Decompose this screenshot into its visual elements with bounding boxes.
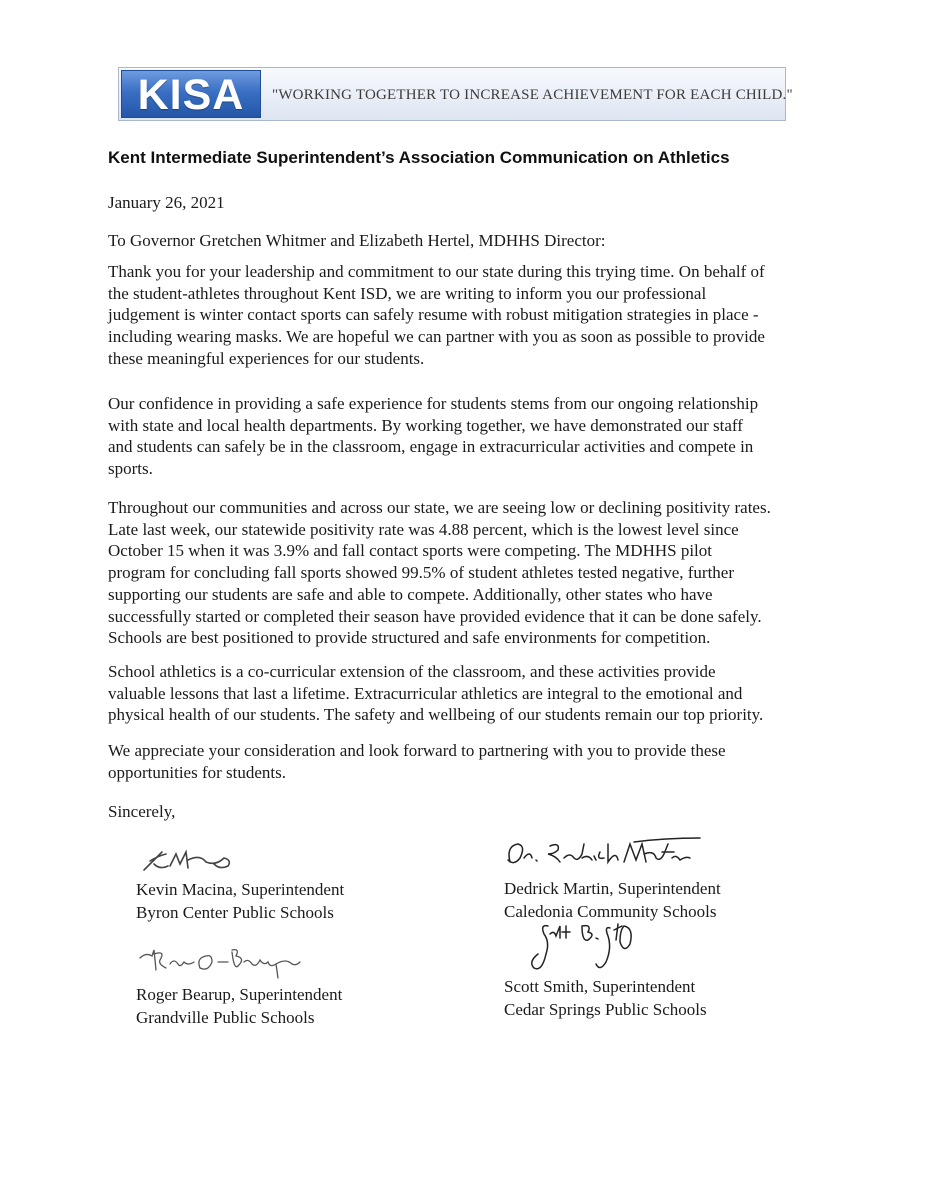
signature-roger-bearup	[136, 944, 306, 980]
signatory-organization: Cedar Springs Public Schools	[504, 1000, 707, 1019]
handwritten-signature-icon	[526, 920, 636, 978]
paragraph-line: these meaningful experiences for our students.	[108, 348, 425, 368]
signature-dedrick-martin	[504, 836, 704, 872]
paragraph-line: Schools are best positioned to provide structured and safe environments for competition.	[108, 628, 711, 648]
kisa-logo	[121, 70, 261, 118]
signatory-2	[136, 983, 342, 1029]
paragraph-line: physical health of our students. The safety and wellbeing of our students remain our top priority.	[108, 705, 764, 725]
signatory-name: Dedrick Martin, Superintendent	[504, 879, 721, 898]
signatory-3	[504, 877, 721, 923]
signatory-name: Roger Bearup, Superintendent	[136, 985, 343, 1004]
signatory-organization: Byron Center Public Schools	[136, 903, 334, 922]
letter-heading: Kent Intermediate Superintendent’s Association Communication on Athletics	[108, 148, 730, 167]
paragraph-4	[108, 661, 763, 726]
signatory-name: Kevin Macina, Superintendent	[136, 880, 345, 899]
signature-kevin-macina	[140, 846, 240, 876]
signatory-name: Scott Smith, Superintendent	[504, 977, 696, 996]
handwritten-signature-icon	[136, 944, 306, 980]
signatory-organization: Caledonia Community Schools	[504, 902, 717, 921]
paragraph-line: Thank you for your leadership and commitment to our state during this trying time. On behalf of	[108, 262, 765, 281]
paragraph-line: the student-athletes throughout Kent ISD, we are writing to inform you our professional	[108, 283, 707, 303]
paragraph-2	[108, 393, 758, 480]
paragraph-line: October 15 when it was 3.9% and fall contact sports were competing. The MDHHS pilot	[108, 541, 712, 561]
paragraph-line: sports.	[108, 459, 153, 479]
paragraph-line: successfully started or completed their season have provided evidence that it can be done safely.	[108, 606, 762, 626]
paragraph-line: We appreciate your consideration and look forward to partnering with you to provide these	[108, 741, 726, 760]
paragraph-line: Throughout our communities and across our state, we are seeing low or declining positivity rates.	[108, 498, 771, 517]
paragraph-line: judgement is winter contact sports can safely resume with robust mitigation strategies in place -	[108, 305, 759, 325]
tagline: "WORKING TOGETHER TO INCREASE ACHIEVEMENT FOR EACH CHILD."	[272, 87, 793, 103]
paragraph-5	[108, 740, 726, 783]
paragraph-line: program for concluding fall sports showed 99.5% of student athletes tested negative, further	[108, 563, 734, 583]
signatory-4	[504, 975, 707, 1021]
paragraph-line: Late last week, our statewide positivity rate was 4.88 percent, which is the lowest level since	[108, 519, 739, 539]
signatory-organization: Grandville Public Schools	[136, 1008, 315, 1027]
letter-date: January 26, 2021	[108, 193, 225, 212]
paragraph-line: School athletics is a co-curricular extension of the classroom, and these activities provide	[108, 662, 716, 681]
signatory-1	[136, 878, 344, 924]
logo-text: KISA	[137, 71, 245, 119]
paragraph-line: with state and local health departments. By working together, we have demonstrated our staff	[108, 415, 743, 435]
closing: Sincerely,	[108, 802, 176, 821]
paragraph-1	[108, 261, 765, 370]
signature-scott-smith	[526, 920, 636, 978]
paragraph-3	[108, 497, 771, 649]
paragraph-line: Our confidence in providing a safe experience for students stems from our ongoing relationship	[108, 394, 759, 413]
handwritten-signature-icon	[140, 846, 240, 876]
paragraph-line: supporting our students are safe and able to compete. Additionally, other states who have	[108, 584, 713, 604]
letterhead-banner	[118, 67, 793, 121]
paragraph-line: and students can safely be in the classroom, engage in extracurricular activities and compete in	[108, 437, 754, 457]
salutation: To Governor Gretchen Whitmer and Elizabeth Hertel, MDHHS Director:	[108, 231, 606, 250]
paragraph-line: including wearing masks. We are hopeful we can partner with you as soon as possible to provide	[108, 327, 765, 347]
handwritten-signature-icon	[504, 836, 704, 872]
paragraph-line: valuable lessons that last a lifetime. Extracurricular athletics are integral to the emotional and	[108, 683, 743, 703]
paragraph-line: opportunities for students.	[108, 762, 287, 782]
